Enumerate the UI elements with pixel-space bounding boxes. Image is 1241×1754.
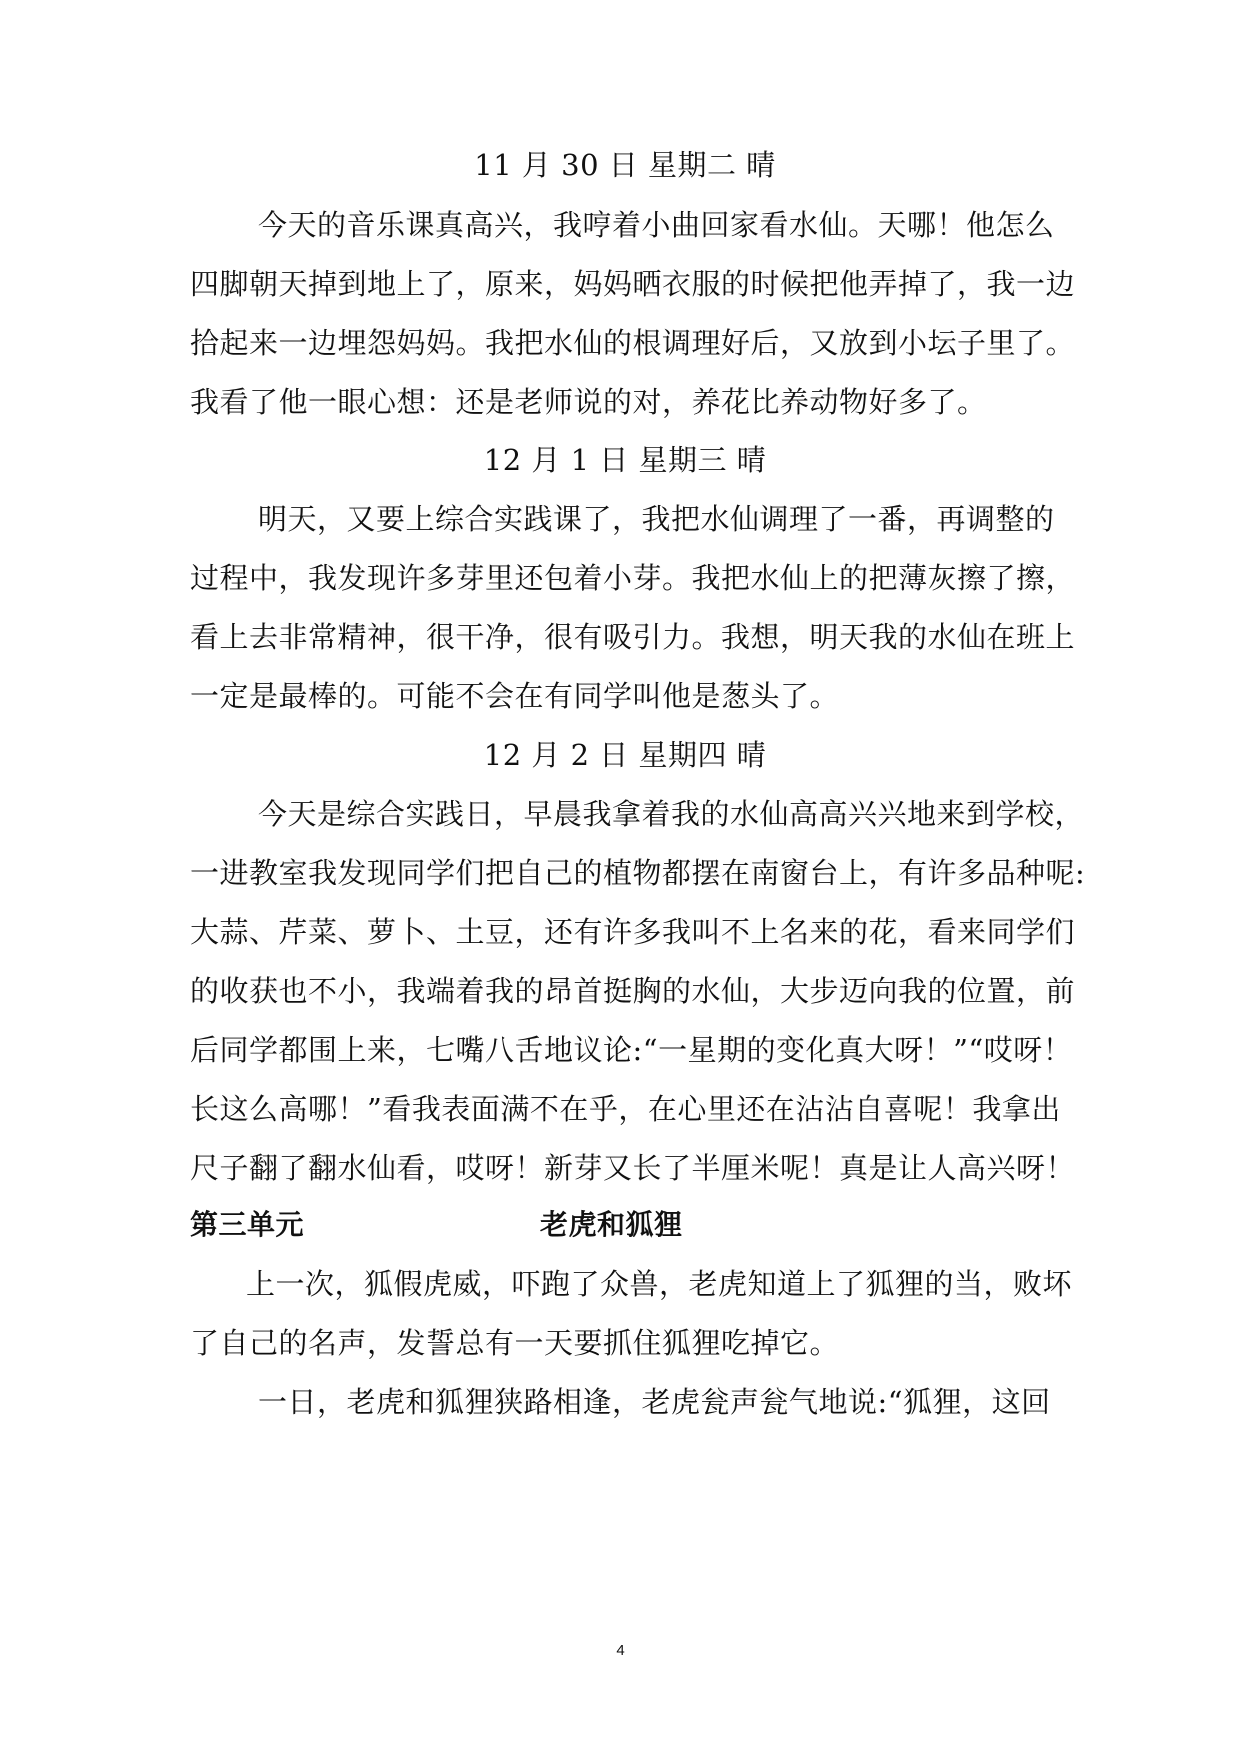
paragraph-line: 过程中，我发现许多芽里还包着小芽。我把水仙上的把薄灰擦了擦， [190,561,1076,595]
paragraph-line: 四脚朝天掉到地上了，原来，妈妈晒衣服的时候把他弄掉了，我一边 [190,267,1076,301]
page-number: 4 [616,1642,625,1659]
diary-date-3: 12 月 2 日 星期四 晴 [483,738,767,772]
paragraph-line: 一定是最棒的。可能不会在有同学叫他是葱头了。 [190,679,840,713]
diary-date-1: 11 月 30 日 星期二 晴 [474,148,776,182]
paragraph-line: 后同学都围上来，七嘴八舌地议论:“一星期的变化真大呀！”“哎呀！ [190,1033,1073,1067]
diary-date-2: 12 月 1 日 星期三 晴 [483,443,767,477]
paragraph-line: 我看了他一眼心想：还是老师说的对，养花比养动物好多了。 [190,385,987,419]
paragraph-line: 一进教室我发现同学们把自己的植物都摆在南窗台上，有许多品种呢: [190,856,1086,890]
paragraph-line: 看上去非常精神，很干净，很有吸引力。我想，明天我的水仙在班上 [190,620,1076,654]
unit-label: 第三单元 [190,1208,305,1241]
paragraph-line: 了自己的名声，发誓总有一天要抓住狐狸吃掉它。 [190,1326,840,1360]
paragraph-line: 明天，又要上综合实践课了，我把水仙调理了一番，再调整的 [258,502,1055,536]
paragraph-line: 今天的音乐课真高兴，我哼着小曲回家看水仙。天哪！他怎么 [258,208,1055,242]
paragraph-line: 大蒜、芹菜、萝卜、土豆，还有许多我叫不上名来的花，看来同学们 [190,915,1076,949]
paragraph-line: 今天是综合实践日，早晨我拿着我的水仙高高兴兴地来到学校， [258,797,1085,831]
paragraph-line: 尺子翻了翻水仙看，哎呀！新芽又长了半厘米呢！真是让人高兴呀！ [190,1151,1076,1185]
paragraph-line: 一日，老虎和狐狸狭路相逢，老虎瓮声瓮气地说:“狐狸，这回 [258,1385,1051,1419]
unit-title: 老虎和狐狸 [540,1208,683,1241]
paragraph-line: 长这么高哪！”看我表面满不在乎，在心里还在沾沾自喜呢！我拿出 [190,1092,1061,1126]
paragraph-line: 拾起来一边埋怨妈妈。我把水仙的根调理好后，又放到小坛子里了。 [190,326,1076,360]
paragraph-line: 上一次，狐假虎威，吓跑了众兽，老虎知道上了狐狸的当，败坏 [246,1267,1073,1301]
paragraph-line: 的收获也不小，我端着我的昂首挺胸的水仙，大步迈向我的位置，前 [190,974,1076,1008]
